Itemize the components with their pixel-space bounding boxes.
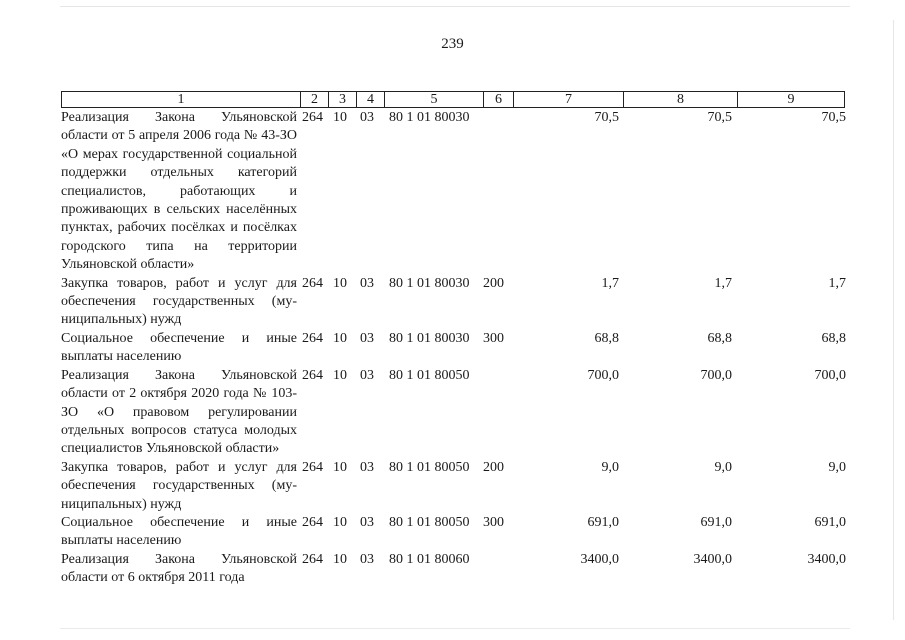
row-ministry-code: 264 <box>302 514 323 530</box>
table-row <box>61 514 849 551</box>
row-target-article: 80 1 01 80050 <box>389 367 470 383</box>
row-ministry-code: 264 <box>302 551 323 567</box>
row-amount-col-9: 70,5 <box>821 110 846 125</box>
row-amount-col-9: 68,8 <box>821 330 846 346</box>
row-subsection-code: 03 <box>360 514 374 530</box>
row-amount-col-9: 1,7 <box>828 275 846 291</box>
row-subsection-code: 03 <box>360 459 374 475</box>
header-col-5: 5 <box>385 92 484 107</box>
row-ministry-code: 264 <box>302 110 323 125</box>
header-col-3: 3 <box>329 92 357 107</box>
row-subsection-code: 03 <box>360 551 374 567</box>
row-section-code: 10 <box>333 330 347 346</box>
table-row <box>61 367 849 459</box>
header-col-1: 1 <box>62 92 301 107</box>
row-amount-col-8: 70,5 <box>707 110 732 125</box>
row-section-code: 10 <box>333 110 347 125</box>
header-col-7: 7 <box>514 92 624 107</box>
row-description: Реализация Закона Ульяновской области от 6 октября 2011 года <box>61 551 297 586</box>
row-expense-type: 200 <box>483 275 504 291</box>
table-row <box>61 275 849 330</box>
header-col-4: 4 <box>357 92 385 107</box>
row-section-code: 10 <box>333 367 347 383</box>
row-amount-col-7: 700,0 <box>587 367 619 383</box>
row-subsection-code: 03 <box>360 110 374 125</box>
row-amount-col-9: 3400,0 <box>807 551 846 567</box>
table-row <box>61 109 849 275</box>
row-amount-col-7: 9,0 <box>601 459 619 475</box>
row-subsection-code: 03 <box>360 330 374 346</box>
row-amount-col-7: 1,7 <box>601 275 619 291</box>
table-row <box>61 330 849 367</box>
row-amount-col-9: 9,0 <box>828 459 846 475</box>
header-col-2: 2 <box>301 92 329 107</box>
row-subsection-code: 03 <box>360 275 374 291</box>
row-subsection-code: 03 <box>360 367 374 383</box>
row-description: Социальное обеспечение и иные выплаты населению <box>61 514 297 549</box>
scan-edge-top <box>60 6 850 7</box>
row-amount-col-7: 691,0 <box>587 514 619 530</box>
row-amount-col-9: 700,0 <box>814 367 846 383</box>
scan-edge-right <box>893 20 894 620</box>
row-amount-col-8: 1,7 <box>714 275 732 291</box>
row-amount-col-8: 700,0 <box>700 367 732 383</box>
row-expense-type: 200 <box>483 459 504 475</box>
row-section-code: 10 <box>333 514 347 530</box>
row-amount-col-7: 68,8 <box>594 330 619 346</box>
row-description: Реализация Закона Ульяновской области от 5 апреля 2006 года № 43-ЗО «О мерах государственной социальной поддержки отдельных категорий специалистов, работающих и проживающих в сельских населённых пунктах, рабочих посёлках и посёлках городского типа на территории Ульяновской области» <box>61 110 297 273</box>
row-ministry-code: 264 <box>302 367 323 383</box>
table-row <box>61 551 849 588</box>
row-description: Закупка товаров, работ и услуг для обеспечения государственных (муниципальных) нужд <box>61 275 297 328</box>
row-expense-type: 300 <box>483 330 504 346</box>
row-description: Социальное обеспечение и иные выплаты населению <box>61 330 297 365</box>
row-amount-col-8: 68,8 <box>707 330 732 346</box>
row-ministry-code: 264 <box>302 275 323 291</box>
header-col-9: 9 <box>787 92 795 107</box>
row-ministry-code: 264 <box>302 330 323 346</box>
row-target-article: 80 1 01 80060 <box>389 551 470 567</box>
header-col-6: 6 <box>484 92 514 107</box>
scan-edge-bottom <box>60 628 850 629</box>
row-amount-col-9: 691,0 <box>814 514 846 530</box>
table-body <box>61 109 849 588</box>
row-amount-col-8: 691,0 <box>700 514 732 530</box>
row-description: Закупка товаров, работ и услуг для обеспечения государственных (муниципальных) нужд <box>61 459 297 512</box>
row-description: Реализация Закона Ульяновской области от 2 октября 2020 года № 103-ЗО «О правовом регулировании отдельных вопросов статуса молодых специалистов Ульяновской области» <box>61 367 297 457</box>
row-section-code: 10 <box>333 459 347 475</box>
row-target-article: 80 1 01 80030 <box>389 110 470 125</box>
row-target-article: 80 1 01 80050 <box>389 514 470 530</box>
table-header <box>61 91 845 108</box>
row-amount-col-7: 70,5 <box>594 110 619 125</box>
row-amount-col-8: 9,0 <box>714 459 732 475</box>
row-expense-type: 300 <box>483 514 504 530</box>
row-amount-col-8: 3400,0 <box>693 551 732 567</box>
page-number: 239 <box>441 36 464 52</box>
header-col-8: 8 <box>624 92 738 107</box>
table-row <box>61 459 849 514</box>
row-section-code: 10 <box>333 551 347 567</box>
row-target-article: 80 1 01 80030 <box>389 330 470 346</box>
row-amount-col-7: 3400,0 <box>580 551 619 567</box>
row-section-code: 10 <box>333 275 347 291</box>
row-target-article: 80 1 01 80030 <box>389 275 470 291</box>
row-target-article: 80 1 01 80050 <box>389 459 470 475</box>
row-ministry-code: 264 <box>302 459 323 475</box>
